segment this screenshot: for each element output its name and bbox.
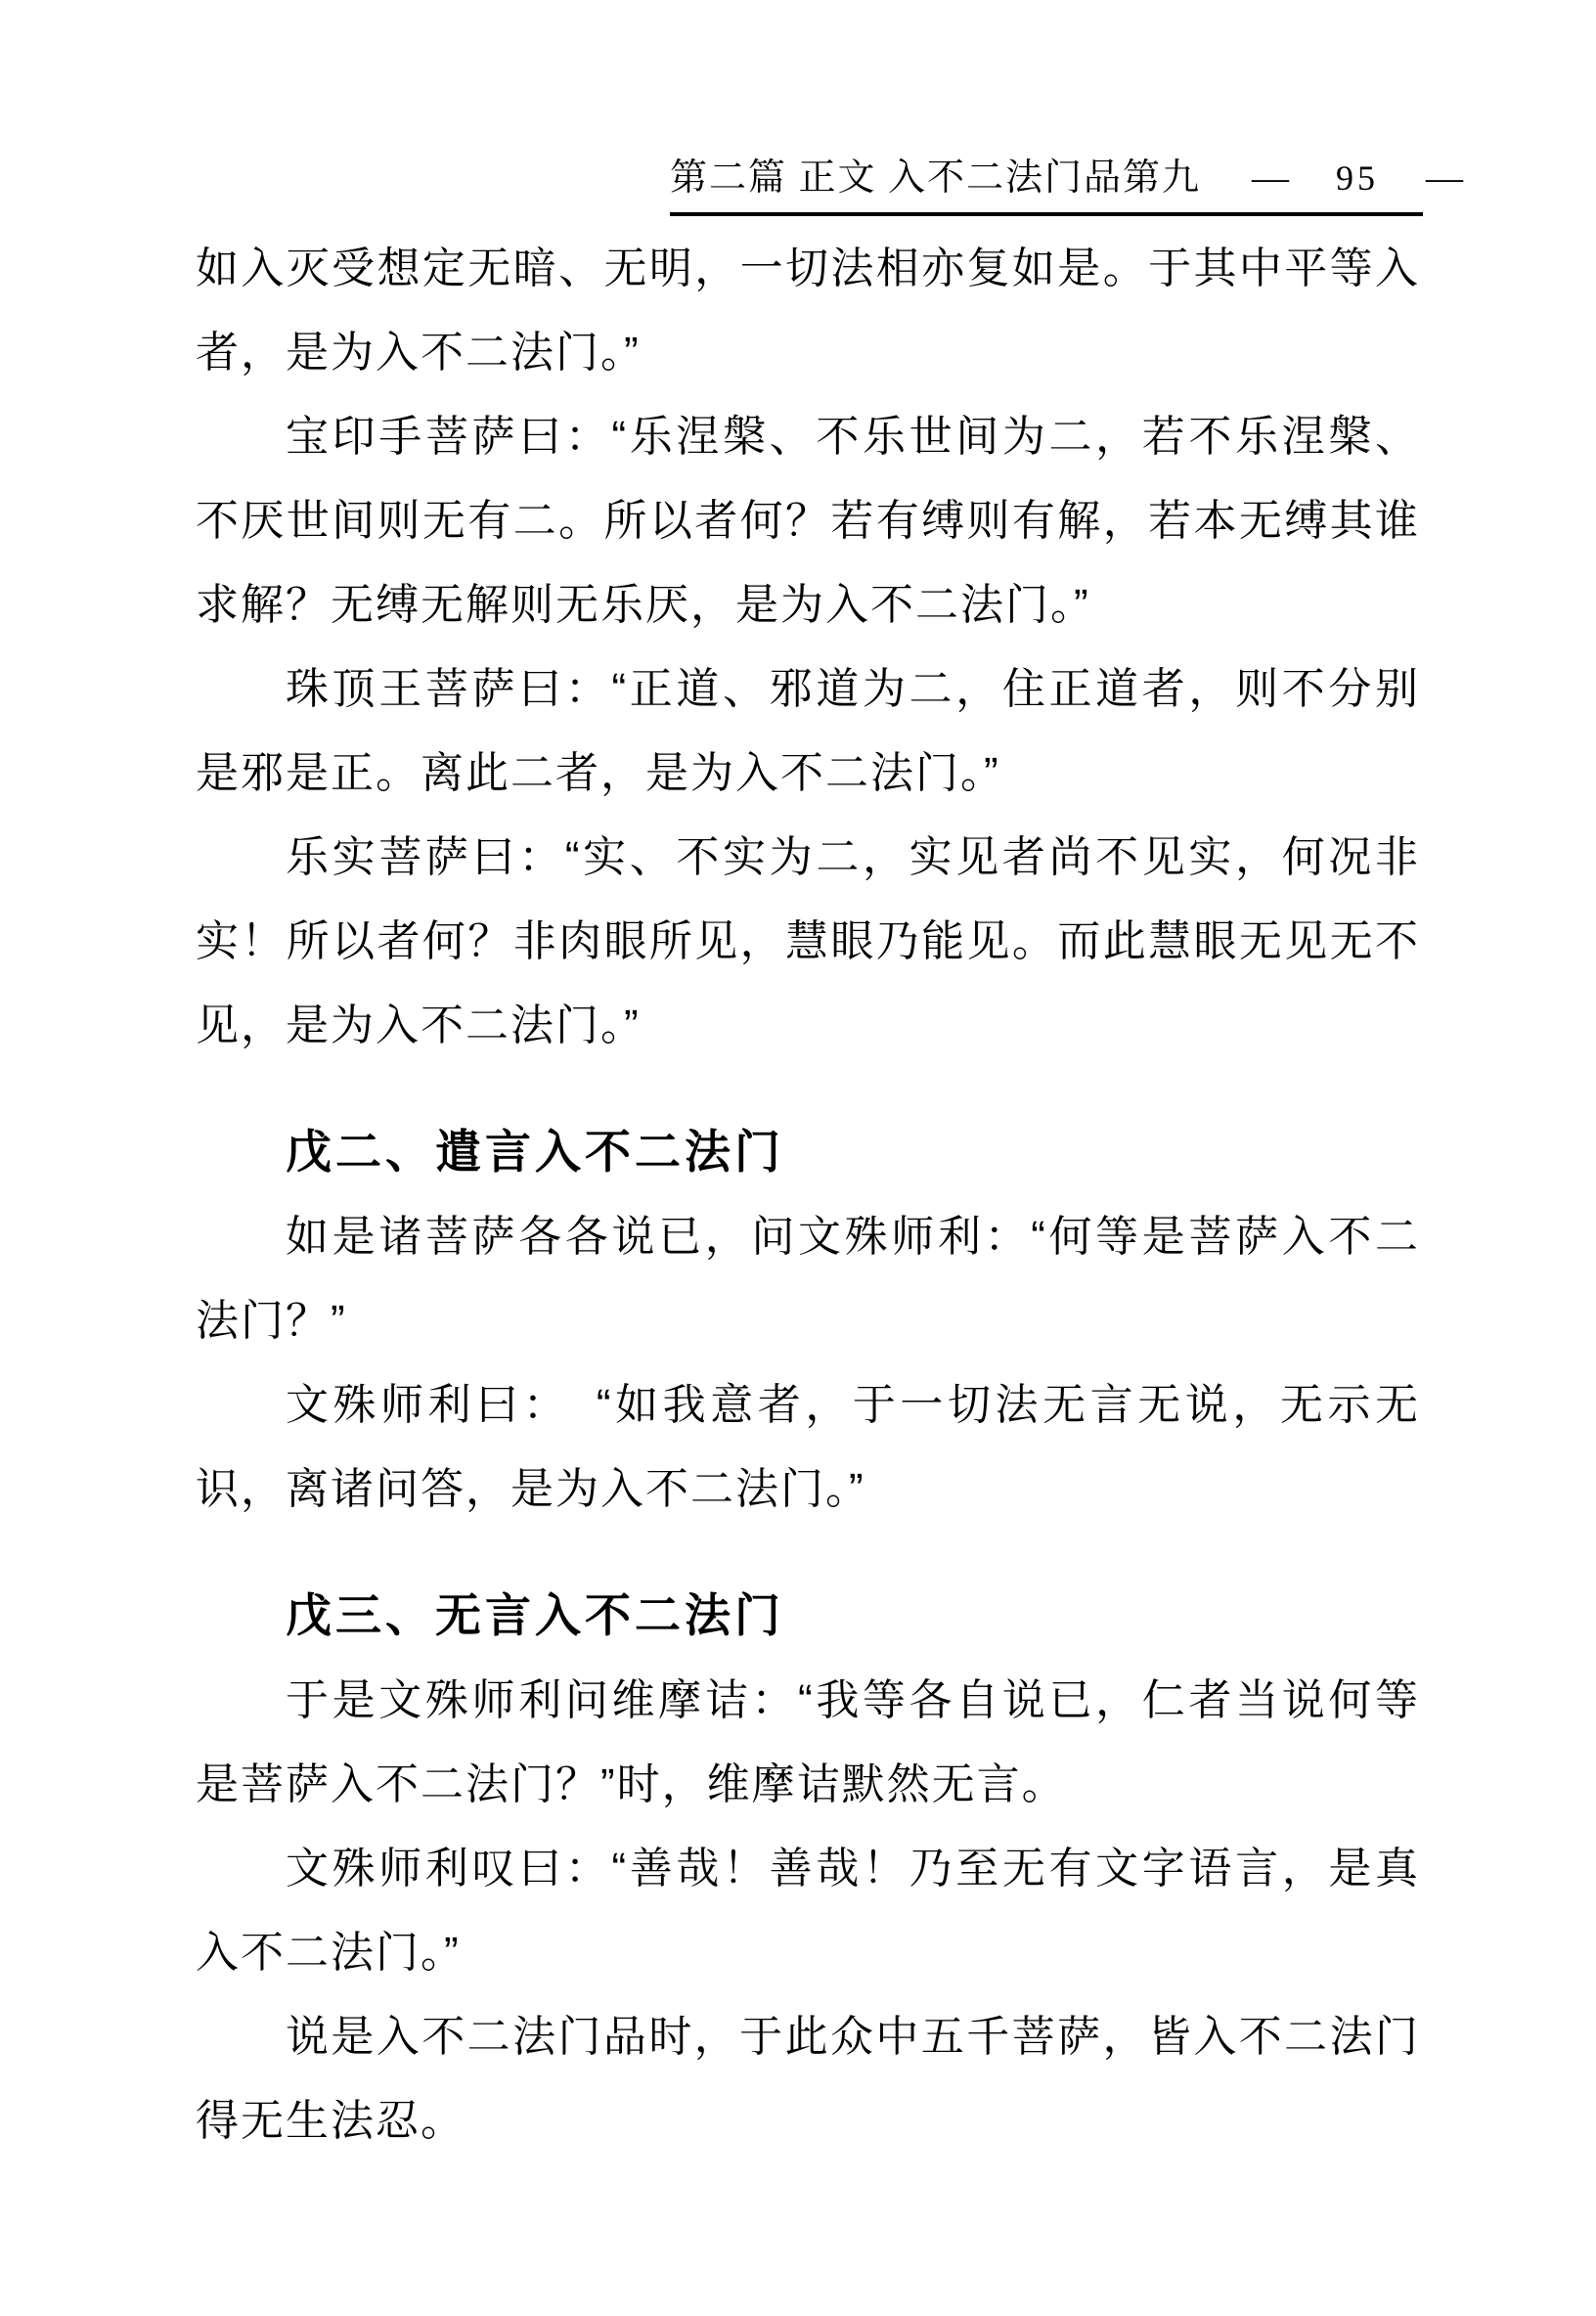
body-paragraph: 珠顶王菩萨曰：“正道、邪道为二，住正道者，则不分别是邪是正。离此二者，是为入不二法门。” bbox=[196, 665, 1420, 797]
body-paragraph: 宝印手菩萨曰：“乐涅槃、不乐世间为二，若不乐涅槃、不厌世间则无有二。所以者何？若有缚则有解，若本无缚其谁求解？无缚无解则无乐厌，是为入不二法门。” bbox=[196, 413, 1420, 629]
body-paragraph: 于是文殊师利问维摩诘：“我等各自说已，仁者当说何等是菩萨入不二法门？”时，维摩诘默然无言。 bbox=[196, 1676, 1420, 1808]
body-paragraph-continuation: 如入灭受想定无暗、无明，一切法相亦复如是。于其中平等入者，是为入不二法门。” bbox=[196, 245, 1420, 377]
body-paragraph: 说是入不二法门品时，于此众中五千菩萨，皆入不二法门得无生法忍。 bbox=[196, 2013, 1420, 2145]
body-paragraph: 文殊师利叹曰：“善哉！善哉！乃至无有文字语言，是真入不二法门。” bbox=[196, 1845, 1420, 1977]
page-number: 95 bbox=[1336, 158, 1380, 198]
page-body bbox=[196, 227, 1420, 2163]
header-dash-right: — bbox=[1426, 157, 1466, 199]
running-header-rule bbox=[670, 147, 1466, 216]
section-heading: 戊三、无言入不二法门 bbox=[286, 1591, 784, 1642]
body-paragraph: 乐实菩萨曰：“实、不实为二，实见者尚不见实，何况非实！所以者何？非肉眼所见，慧眼乃能见。而此慧眼无见无不见，是为入不二法门。” bbox=[196, 833, 1420, 1049]
section-heading: 戊二、遣言入不二法门 bbox=[286, 1128, 784, 1179]
body-paragraph: 文殊师利曰： “如我意者，于一切法无言无说，无示无识，离诸问答，是为入不二法门。” bbox=[196, 1381, 1420, 1513]
running-header bbox=[0, 147, 1466, 216]
body-paragraph: 如是诸菩萨各各说已，问文殊师利：“何等是菩萨入不二法门？” bbox=[196, 1213, 1420, 1345]
header-dash-left: — bbox=[1252, 157, 1292, 199]
header-chapter-title: 第二篇 正文 入不二法门品第九 bbox=[670, 157, 1202, 199]
